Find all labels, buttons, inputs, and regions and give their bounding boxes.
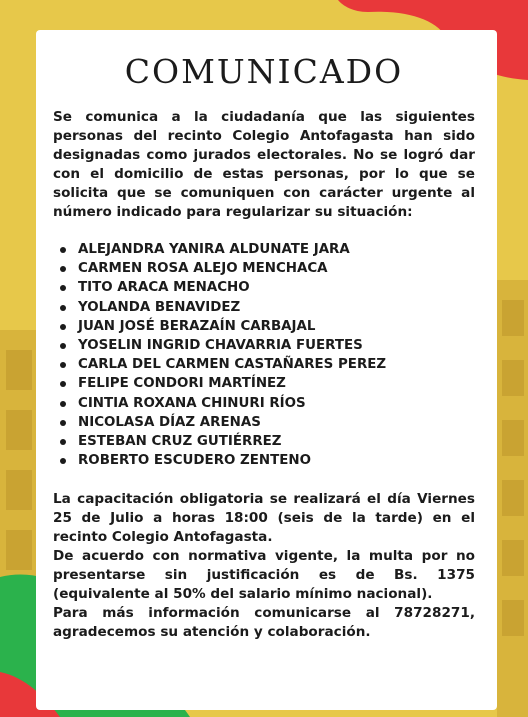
list-item: TITO ARACA MENACHO	[53, 278, 483, 297]
list-item: ALEJANDRA YANIRA ALDUNATE JARA	[53, 240, 483, 259]
footer-text	[53, 490, 475, 642]
list-item: NICOLASA DÍAZ ARENAS	[53, 413, 483, 432]
fine-paragraph: De acuerdo con normativa vigente, la multa por no presentarse sin justificación es de Bs. 1375 (equivalente al 50% del salario mínimo nacional).	[53, 548, 475, 602]
list-item: ESTEBAN CRUZ GUTIÉRREZ	[53, 432, 483, 451]
list-item: ROBERTO ESCUDERO ZENTENO	[53, 451, 483, 470]
list-item: YOSELIN INGRID CHAVARRIA FUERTES	[53, 336, 483, 355]
contact-paragraph: Para más información comunicarse al 78728271, agradecemos su atención y colaboración.	[53, 605, 475, 640]
list-item: FELIPE CONDORI MARTÍNEZ	[53, 374, 483, 393]
list-item: CARMEN ROSA ALEJO MENCHACA	[53, 259, 483, 278]
page-title: COMUNICADO	[124, 52, 404, 91]
list-item: JUAN JOSÉ BERAZAÍN CARBAJAL	[53, 317, 483, 336]
intro-paragraph: Se comunica a la ciudadanía que las siguientes personas del recinto Colegio Antofagasta han sido designadas como jurados electorales. No se logró dar con el domicilio de estas personas, por lo que se solicita que se comuniquen con carácter urgente al número indicado para regularizar su situación:	[53, 109, 475, 220]
training-paragraph: La capacitación obligatoria se realizará el día Viernes 25 de Julio a horas 18:00 (seis de la tarde) en el recinto Colegio Antofagasta.	[53, 491, 475, 545]
list-item: YOLANDA BENAVIDEZ	[53, 298, 483, 317]
list-item: CINTIA ROXANA CHINURI RÍOS	[53, 394, 483, 413]
list-item: CARLA DEL CARMEN CASTAÑARES PEREZ	[53, 355, 483, 374]
jurors-list	[53, 240, 483, 470]
